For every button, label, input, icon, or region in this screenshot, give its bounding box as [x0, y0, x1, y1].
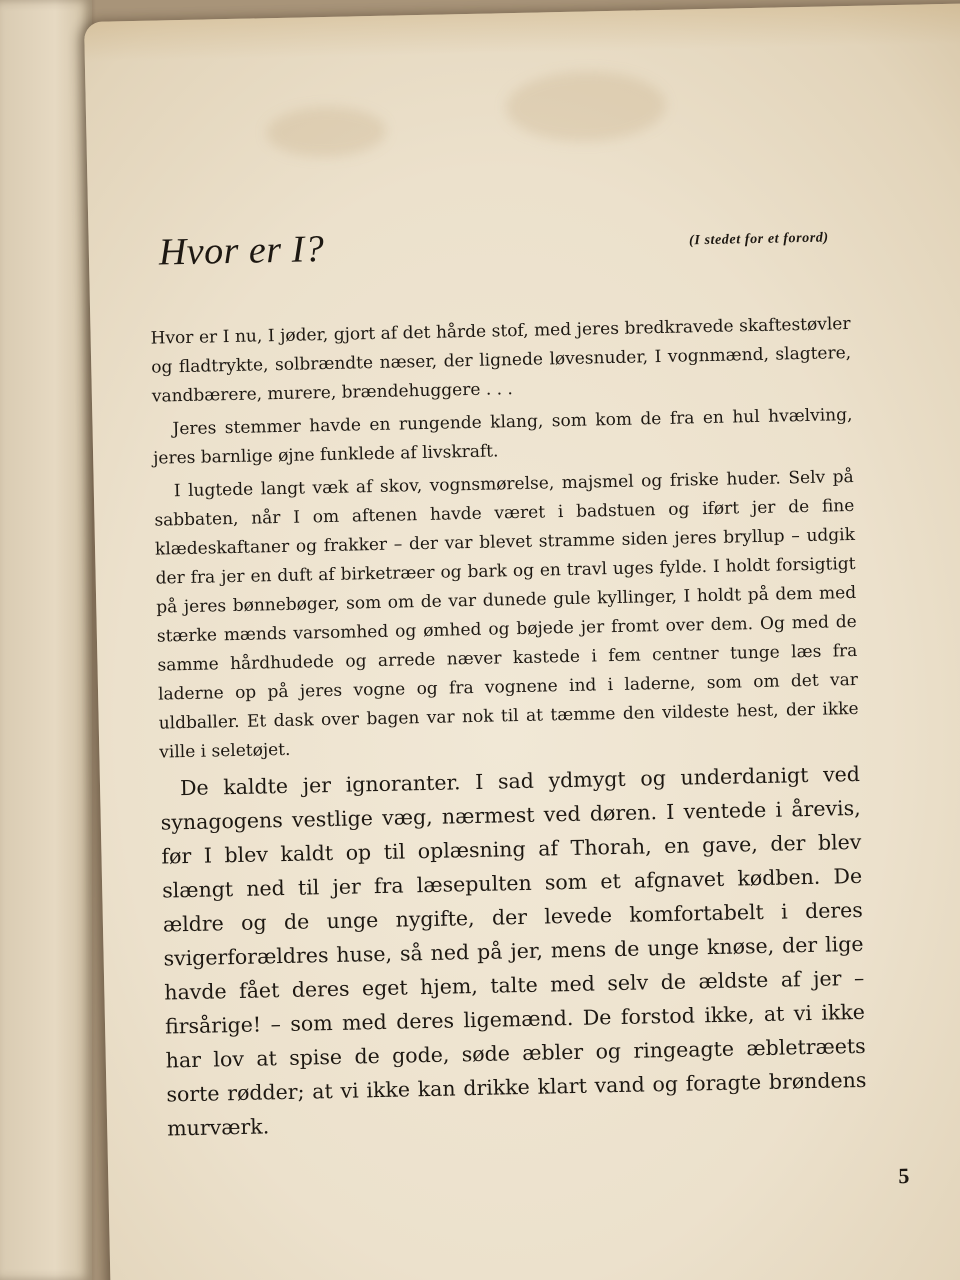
paper-stain: [266, 106, 387, 159]
paragraph: I lugtede langt væk af skov, vognsmørelse, majsmel og friske huder. Selv på sabbaten, når I om aftenen havde været i badstuen og iført jer de fine klædeskaftaner og frakker – der var blevet stramme siden jeres bryllup – udgik der fra jer en duft af birketræer og bark og en travl uges fylde. I holdt forsigtigt på jeres bønnebøger, som om de var dunede gule kyllinger, I holdt på dem med stærke mænds varsomhed og ømhed og bøjede jer fromt over dem. Og med de samme hårdhudede og arrede næver kastede i fem centner tunge læs fra laderne op på jeres vogne og fra vognene ind i laderne, som om det var uldballer. Et dask over bagen var nok til at tæmme den vildeste hest, der ikke ville i seletøjet.: [154, 466, 859, 763]
page-number: 5: [898, 1162, 910, 1189]
paragraph: Jeres stemmer havde en rungende klang, som kom de fra en hul hvælving, jeres barnlige øjne funklede af livskraft.: [152, 404, 853, 469]
book-page: [84, 3, 960, 1280]
paper-stain: [505, 70, 666, 143]
chapter-heading: [148, 216, 849, 291]
chapter-subtitle: (I stedet for et forord): [688, 230, 829, 249]
chapter-title: Hvor er I?: [158, 228, 325, 274]
previous-page-edge: [0, 0, 92, 1280]
page-content: [148, 216, 867, 1149]
paragraph: De kaldte jer ignoranter. I sad ydmygt og underdanigt ved synagogens vestlige væg, nærmest ved døren. I ventede i årevis, før I blev kaldt op til oplæsning af Thorah, en gave, der blev slængt ned til jer fra læsepulten som et afgnavet kødben. De ældre og de unge nygifte, der levede komfortabelt i deres svigerforældres huse, så ned på jer, mens de unge knøse, der lige havde fået deres eget hjem, talte med selv de ældste af jer – firsårige! – som med deres ligemænd. De forstod ikke, at vi ikke har lov at spise de gode, søde æbler og ringeagte æbletræets sorte rødder; at vi ikke kan drikke klart vand og foragte brøndens murværk.: [160, 761, 867, 1141]
body-text: [150, 310, 867, 1145]
paragraph: Hvor er I nu, I jøder, gjort af det hårde stof, med jeres bredkravede skaftestøvler og fladtrykte, solbrændte næser, der lignede løvesnuder, I vognmænd, slagtere, vandbærere, murere, brændehuggere . . .: [150, 314, 852, 407]
